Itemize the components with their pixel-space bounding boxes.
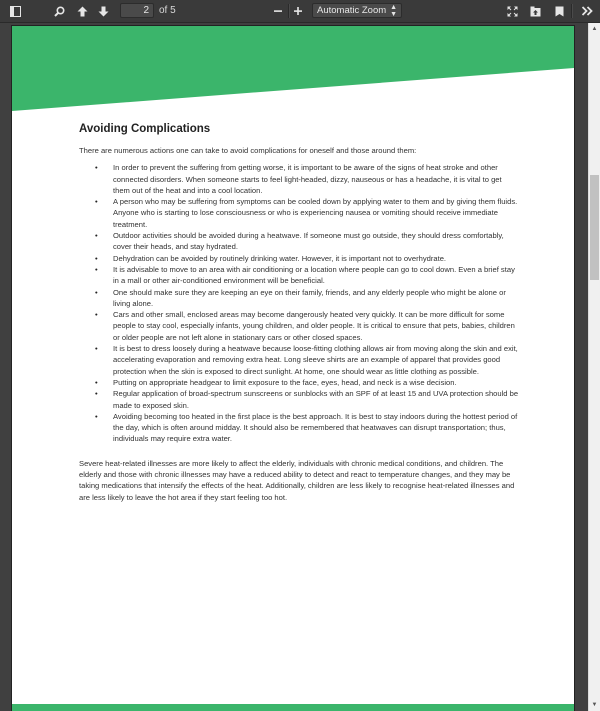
pdf-toolbar: [0, 0, 600, 23]
list-item: • Putting on appropriate headgear to limit exposure to the face, eyes, head, and neck is a wise decision.: [113, 377, 519, 388]
list-item: • Outdoor activities should be avoided during a heatwave. If someone must go outside, they should dress comfortably, cover their heads, and stay hydrated.: [113, 230, 519, 253]
page-header-band: [12, 26, 574, 116]
open-file-button[interactable]: [526, 3, 544, 19]
bullet-list: [79, 162, 519, 444]
page-content: [79, 122, 519, 503]
section-heading: Avoiding Complications: [79, 123, 211, 135]
zoom-in-button[interactable]: [289, 3, 307, 19]
open-file-icon: [530, 6, 541, 17]
vertical-scrollbar[interactable]: [588, 23, 600, 711]
list-item: • Cars and other small, enclosed areas may become dangerously heated very quickly. It can be more difficult for some people to stay cool, especially infants, young children, and older people. It is critical to ensure that pets, babies, children or older people are not left alone in stationary cars or other closed spaces.: [113, 309, 519, 343]
fullscreen-icon: [507, 6, 518, 17]
previous-page-button[interactable]: [73, 3, 91, 19]
find-button[interactable]: [50, 3, 68, 19]
list-item: • Avoiding becoming too heated in the first place is the best approach. It is best to stay indoors during the hottest period of the day, which is often around midday. It should also be remembered that heatwaves can disrupt transportation; thus, individuals may require extra water.: [113, 411, 519, 445]
scroll-up-arrow-icon[interactable]: ▲: [591, 26, 598, 32]
tools-button[interactable]: [578, 3, 596, 19]
minus-icon: [273, 6, 283, 16]
list-item: • Regular application of broad-spectrum sunscreens or sunblocks with an SPF of at least 15 and UVA protection should be made to exposed skin.: [113, 388, 519, 411]
presentation-mode-button[interactable]: [503, 3, 521, 19]
arrow-up-icon: [77, 6, 88, 17]
list-item: • One should make sure they are keeping an eye on their family, friends, and any elderly people who might be alone or living alone.: [113, 287, 519, 310]
zoom-select-value: Automatic Zoom: [317, 5, 387, 16]
list-item: • In order to prevent the suffering from getting worse, it is important to be aware of the signs of heat stroke and other connected disorders. When someone starts to feel light-headed, dizzy, nauseous or has a headache, it is vital to get them out of the heat and into a cool location.: [113, 162, 519, 196]
select-arrows-icon: ▲ ▼: [390, 4, 397, 18]
bookmark-button[interactable]: [550, 3, 568, 19]
scroll-down-arrow-icon[interactable]: ▼: [591, 702, 598, 708]
list-item: • A person who may be suffering from symptoms can be cooled down by applying water to them and by giving them fluids. Anyone who is starting to lose consciousness or who is experiencing nausea or vomiting should receive immediate treatment.: [113, 196, 519, 230]
double-chevron-right-icon: [582, 6, 593, 16]
arrow-down-icon: [98, 6, 109, 17]
sidebar-toggle-button[interactable]: [6, 3, 24, 19]
plus-icon: [293, 6, 303, 16]
closing-paragraph: Severe heat-related illnesses are more likely to affect the elderly, individuals with chronic medical conditions, and children. The elderly and those with chronic illnesses may have a reduced ability to detect and react to temperature changes, and they may be taking medications that intensify the effects of the heat. Additionally, children are less likely to recognise heat-related illnesses and are less likely to leave the hot area if they start feeling too hot.: [79, 458, 515, 502]
toolbar-separator: [571, 4, 572, 18]
list-item: • It is advisable to move to an area with air conditioning or a location where people can go to cool down. Even a brief stay in a mall or other air-conditioned environment will be beneficial.: [113, 264, 519, 287]
zoom-out-button[interactable]: [269, 3, 287, 19]
search-icon: [54, 6, 65, 17]
sidebar-toggle-icon: [10, 6, 21, 17]
document-viewer[interactable]: [0, 23, 588, 711]
next-page-header-band: [12, 704, 574, 711]
intro-paragraph: There are numerous actions one can take to avoid complications for oneself and those around them:: [79, 146, 417, 155]
next-page-button[interactable]: [94, 3, 112, 19]
bookmark-icon: [555, 6, 564, 17]
scrollbar-thumb[interactable]: [590, 175, 599, 280]
pdf-page: [12, 26, 574, 711]
zoom-select[interactable]: [312, 3, 402, 18]
page-number-input[interactable]: [120, 3, 154, 18]
list-item: • It is best to dress loosely during a heatwave because loose-fitting clothing allows air from moving along the skin and exit, accelerating evaporation and removing extra heat. Long sleeve shirts are an example of apparel that provides good protection when the skin is exposed to direct sunlight. At home, one should wear as little clothing as possible.: [113, 343, 519, 377]
list-item: • Dehydration can be avoided by routinely drinking water. However, it is important not to overhydrate.: [113, 253, 519, 264]
page-count-label: of 5: [159, 5, 176, 16]
